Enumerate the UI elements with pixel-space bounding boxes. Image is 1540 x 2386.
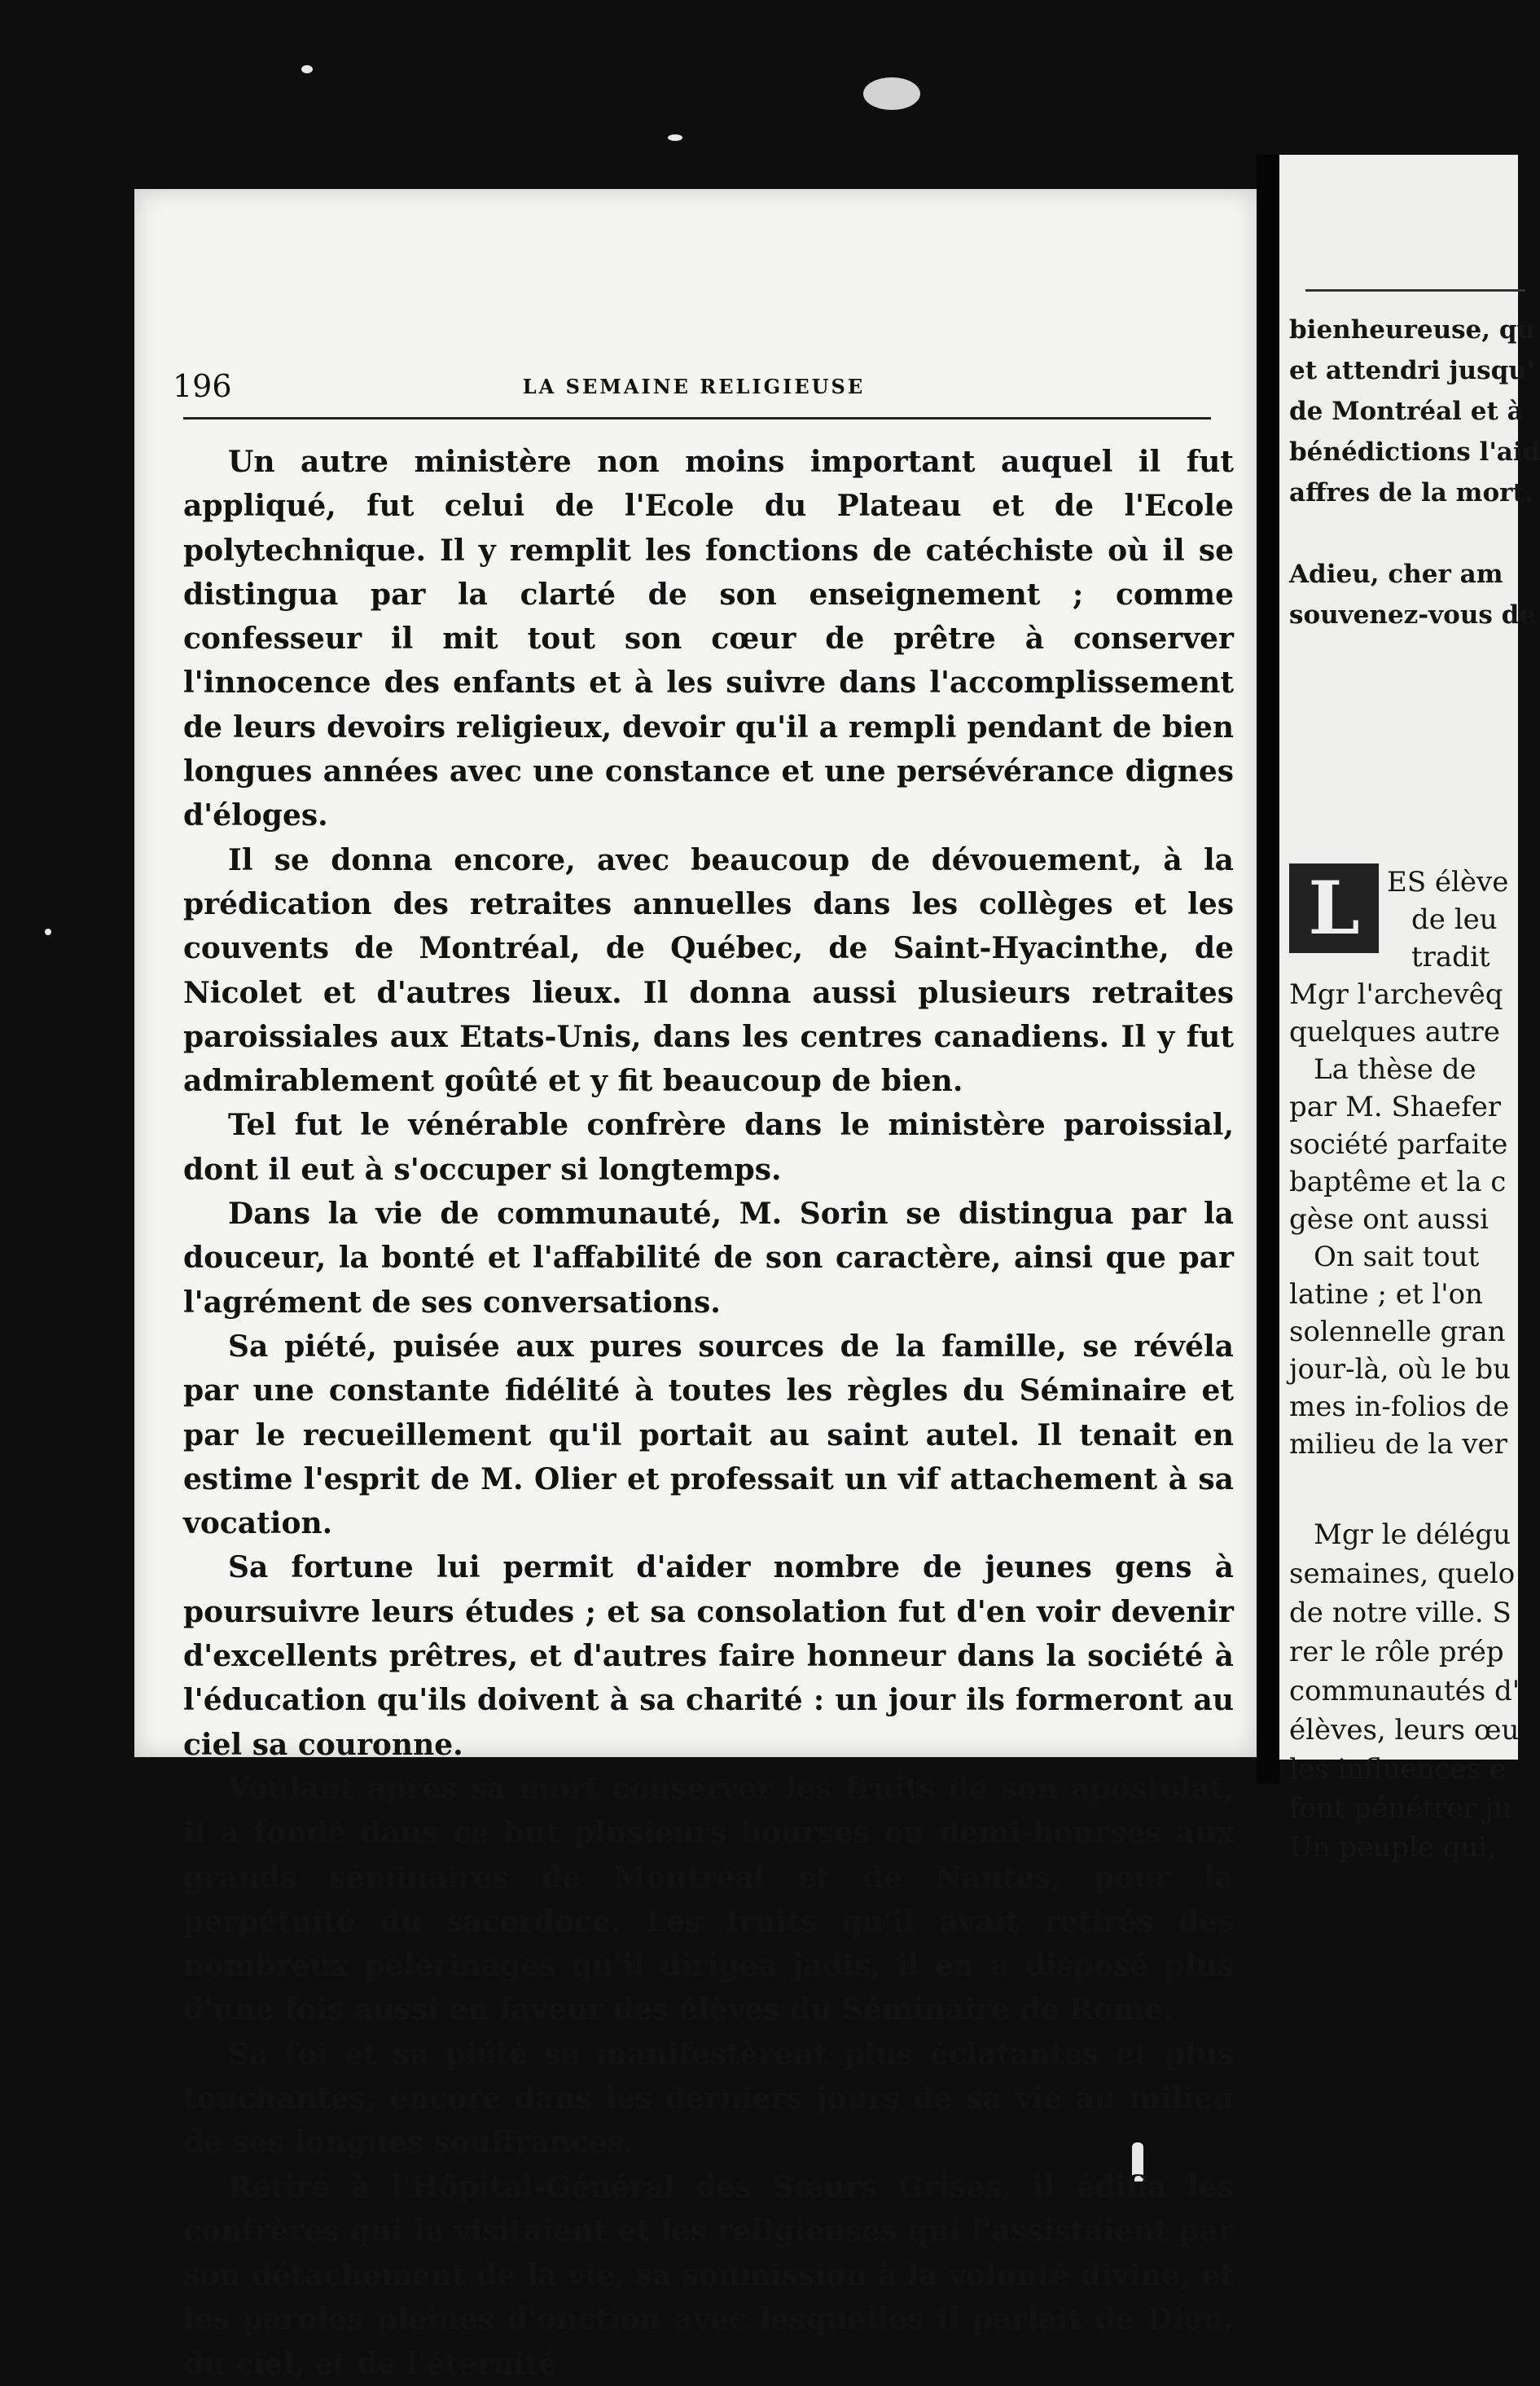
text-line: communautés d' xyxy=(1289,1675,1520,1707)
paragraph: Voulant après sa mort conserver les fruits de son apostolat, il a fondé dans ce but plusieurs bourses ou demi-bourses aux grands séminaires de Montréal et de Nantes, pour la perpétuité du sacerdoce. Les fruits qu'il avait retirés des nombreux pèlerinages qu'il dirigea jadis, il en a disposé plus d'une fois aussi en faveur des élèves du Séminaire de Rome. xyxy=(183,1771,1234,2028)
text-line: font pénétrer ju xyxy=(1289,1792,1511,1825)
right-page-top-text xyxy=(1289,310,1540,635)
dust-speck xyxy=(863,77,920,110)
text-line: semaines, quelo xyxy=(1289,1558,1516,1590)
text-line: Mgr le délégu xyxy=(1314,1518,1511,1551)
text-line: jour-là, où le bu xyxy=(1289,1353,1511,1386)
text-line: Adieu, cher am xyxy=(1289,560,1503,589)
text-line: On sait tout xyxy=(1314,1241,1480,1273)
page-number: 196 xyxy=(173,368,232,404)
right-page-rule xyxy=(1305,289,1525,292)
paragraph: Tel fut le vénérable confrère dans le ministère paroissial, dont il eut à s'occuper si longtemps. xyxy=(183,1108,1234,1187)
text-line: élèves, leurs œu xyxy=(1289,1714,1520,1747)
paragraph: Un autre ministère non moins important auquel il fut appliqué, fut celui de l'Ecole du Plateau et de l'Ecole polytechnique. Il y remplit les fonctions de catéchiste où il se distingua par la clarté de son enseignement ; comme confesseur il mit tout son cœur de prêtre à conserver l'innocence des enfants et à les suivre dans l'accomplissement de leurs devoirs religieux, devoir qu'il a rempli pendant de bien longues années avec une constance et une persévérance dignes d'éloges. xyxy=(183,445,1234,833)
text-line: société parfaite xyxy=(1289,1128,1508,1161)
text-line: baptême et la c xyxy=(1289,1166,1507,1198)
header-rule xyxy=(183,417,1211,420)
text-line: La thèse de xyxy=(1314,1053,1476,1086)
right-page-middle-text xyxy=(1289,863,1525,1463)
running-head xyxy=(173,368,1215,404)
text-line: de leu xyxy=(1411,903,1498,936)
text-line: Mgr l'archevêq xyxy=(1289,978,1503,1011)
text-line: affres de la mort. xyxy=(1289,478,1533,508)
paragraph: Il se donna encore, avec beaucoup de dévouement, à la prédication des retraites annuelles dans les collèges et les couvents de Montréal, de Québec, de Saint-Hyacinthe, de Nicolet et d'autres lieux. Il donna aussi plusieurs retraites paroissiales aux Etats-Unis, dans les centres canadiens. Il y fut admirablement goûté et y fit beaucoup de bien. xyxy=(183,842,1234,1099)
left-page-body xyxy=(183,440,1234,2386)
text-line: Un peuple qui, xyxy=(1289,1831,1497,1864)
text-line: bienheureuse, qu xyxy=(1289,315,1536,345)
ornamental-dropcap: L xyxy=(1289,863,1379,953)
right-page xyxy=(1279,155,1540,1864)
text-line: souvenez-vous de xyxy=(1289,600,1536,630)
text-line: mes in-folios de xyxy=(1289,1391,1510,1423)
paragraph: Sa fortune lui permit d'aider nombre de jeunes gens à poursuivre leurs études ; et sa consolation fut d'en voir devenir d'excellents prêtres, et d'autres faire honneur dans la société à l'éducation qu'ils doivent à sa charité : un jour ils formeront au ciel sa couronne. xyxy=(183,1550,1234,1762)
paragraph: Retiré à l'Hôpital-Général des Sœurs Grises, il édifia les confrères qui le visitaient et les religieuses qui l'assistaient par son détachement de la vie, sa soumission à la volonté divine, et les paroles pleines d'onction avec lesquelles il parlait de Dieu, du ciel, et de l'éternité xyxy=(183,2169,1234,2381)
text-line: de Montréal et à xyxy=(1289,397,1524,426)
text-line: par M. Shaefer xyxy=(1289,1091,1502,1123)
running-title: LA SEMAINE RELIGIEUSE xyxy=(522,375,866,398)
text-line: bénédictions l'aid xyxy=(1289,437,1540,467)
text-line: ES élève xyxy=(1387,866,1509,899)
text-line: rer le rôle prép xyxy=(1289,1636,1504,1668)
dust-speck xyxy=(668,134,682,141)
paragraph: Sa piété, puisée aux pures sources de la famille, se révéla par une constante fidélité à toutes les règles du Séminaire et par le recueillement qu'il portait au saint autel. Il tenait en estime l'esprit de M. Olier et professait un vif attachement à sa vocation. xyxy=(183,1329,1234,1541)
text-line: latine ; et l'on xyxy=(1289,1278,1483,1311)
text-line: et attendri jusqu' xyxy=(1289,356,1535,385)
paragraph: Sa foi et sa piété se manifestèrent plus éclatantes et plus touchantes, encore dans les derniers jours de sa vie au milieu de ses longues souffrances. xyxy=(183,2037,1234,2160)
paragraph: Dans la vie de communauté, M. Sorin se distingua par la douceur, la bonté et l'affabilité de son caractère, ainsi que par l'agrément de ses conversations. xyxy=(183,1197,1234,1320)
text-line: milieu de la ver xyxy=(1289,1428,1507,1461)
dust-speck xyxy=(45,929,51,935)
book-spine xyxy=(1257,155,1279,1784)
text-line: quelques autre xyxy=(1289,1016,1500,1048)
text-line: solennelle gran xyxy=(1289,1316,1506,1348)
text-line: les influences e xyxy=(1289,1753,1507,1786)
dust-speck xyxy=(301,65,313,73)
right-page-bottom-text xyxy=(1289,1515,1525,1867)
text-line: tradit xyxy=(1411,941,1490,973)
text-line: gèse ont aussi xyxy=(1289,1203,1490,1236)
text-line: de notre ville. S xyxy=(1289,1597,1511,1629)
text-line xyxy=(1289,513,1525,554)
